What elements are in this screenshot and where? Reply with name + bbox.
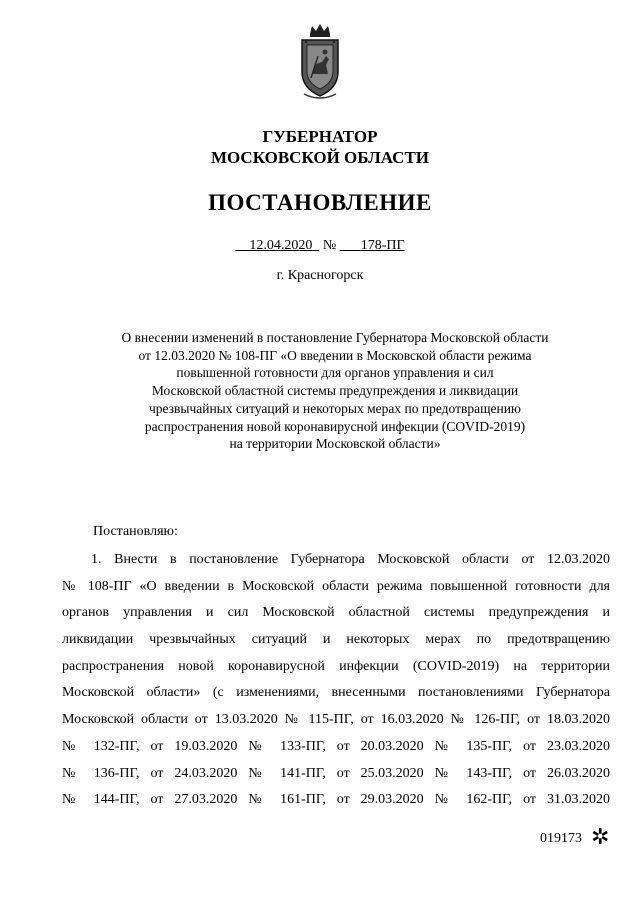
- issuer-title: [0, 126, 640, 168]
- issuer-line-2: МОСКОВСКОЙ ОБЛАСТИ: [210, 148, 430, 167]
- city: г. Красногорск: [276, 268, 364, 283]
- decree-date: 12.04.2020: [249, 238, 313, 253]
- number-sign: №: [322, 238, 337, 253]
- decree-date-number: [0, 238, 640, 254]
- body-line: органов управления и сил Московской областной системы предупреждения и: [62, 605, 610, 621]
- body-line: № 136-ПГ, от 24.03.2020 № 141-ПГ, от 25.03.2020 № 143-ПГ, от 26.03.2020: [62, 765, 610, 781]
- body-line: Московской области от 13.03.2020 № 115-ПГ, от 16.03.2020 № 126-ПГ, от 18.03.2020: [62, 712, 610, 728]
- decree-number: 178-ПГ: [360, 238, 405, 253]
- decree-subject: [60, 329, 610, 453]
- body-line: № 144-ПГ, от 27.03.2020 № 161-ПГ, от 29.03.2020 № 162-ПГ, от 31.03.2020: [62, 792, 610, 808]
- issuer-line-1: ГУБЕРНАТОР: [262, 127, 378, 146]
- coat-of-arms-icon: [296, 22, 344, 102]
- resolve-word: Постановляю:: [93, 524, 178, 539]
- document-type: ПОСТАНОВЛЕНИЕ: [208, 190, 432, 215]
- asterisk-mark-icon: ✲: [591, 824, 610, 849]
- subject-line: О внесении изменений в постановление Губернатора Московской области: [121, 330, 549, 345]
- subject-line: на территории Московской области»: [229, 436, 441, 452]
- body-line: ликвидации чрезвычайных ситуаций и некоторых мерах по предотвращению: [62, 632, 610, 648]
- body-line: 1. Внести в постановление Губернатора Московской области от 12.03.2020: [91, 552, 610, 567]
- body-line: распространения новой коронавирусной инфекции (COVID-2019) на территории: [62, 658, 610, 674]
- body-line: № 108-ПГ «О введении в Московской области режима повышенной готовности для: [62, 578, 610, 594]
- subject-line: чрезвычайных ситуаций и некоторых мерах по предотвращению: [148, 400, 522, 416]
- body-line: № 132-ПГ, от 19.03.2020 № 133-ПГ, от 20.03.2020 № 135-ПГ, от 23.03.2020: [62, 738, 610, 754]
- subject-line: Московской областной системы предупреждения и ликвидации: [151, 383, 519, 399]
- decree-body: [62, 547, 610, 814]
- form-serial-number: 019173: [540, 831, 582, 846]
- subject-line: от 12.03.2020 № 108-ПГ «О введении в Московской области режима: [138, 347, 532, 363]
- subject-line: повышенной готовности для органов управления и сил: [176, 365, 494, 381]
- subject-line: распространения новой коронавирусной инфекции (COVID-2019): [144, 418, 526, 434]
- body-line: Московской области» (с изменениями, внесенными постановлениями Губернатора: [62, 685, 610, 701]
